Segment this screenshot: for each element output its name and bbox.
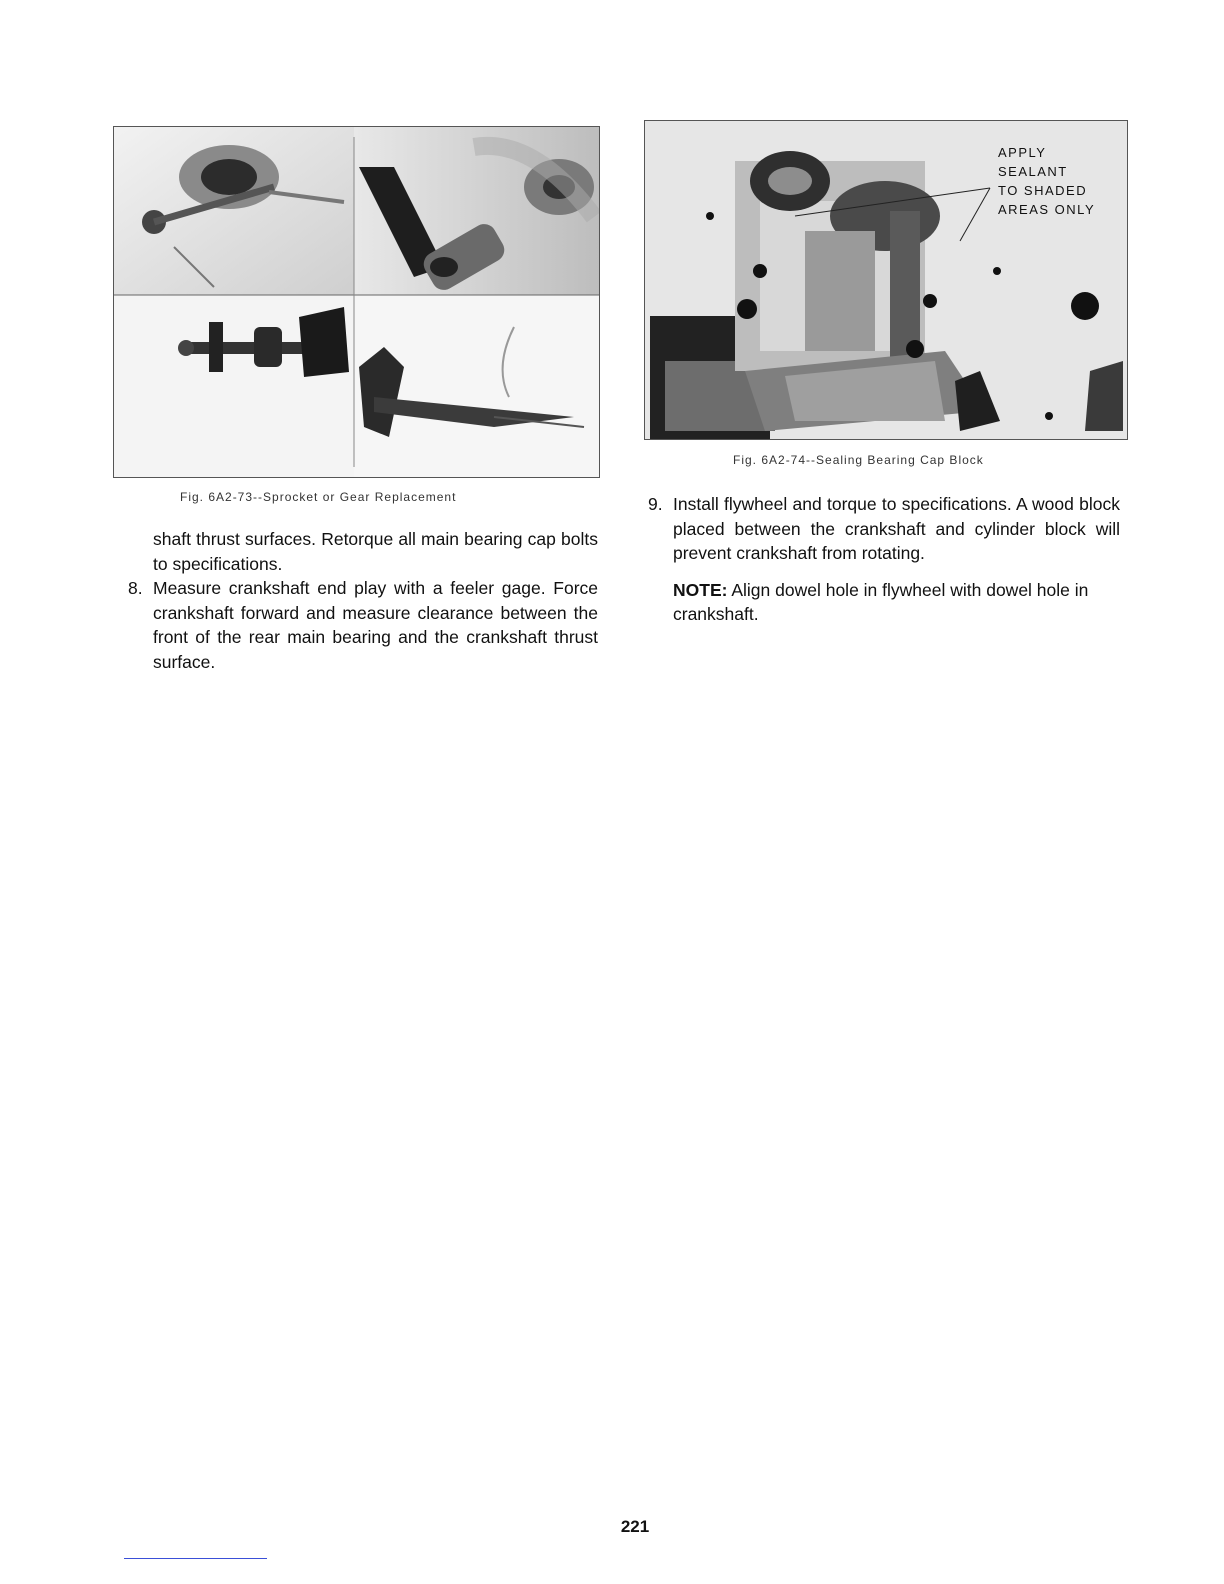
page-number: 221 <box>620 1517 650 1536</box>
left-column <box>128 527 598 674</box>
callout-line-1: APPLY <box>998 145 1047 160</box>
footer-rule <box>124 1558 267 1559</box>
callout-line-3: TO SHADED <box>998 183 1088 198</box>
step-9-text: Install flywheel and torque to specifications. A wood block placed between the crankshaft and cylinder block will prevent crankshaft from rotating. <box>673 494 1120 563</box>
sprocket-gear-photo <box>114 127 599 477</box>
step-9 <box>648 492 1120 566</box>
callout-line-2: SEALANT <box>998 164 1068 179</box>
step-8-text: Measure crankshaft end play with a feeler gage. Force crankshaft forward and measure clearance between the front of the rear main bearing and the crankshaft thrust surface. <box>153 578 598 672</box>
continuation-paragraph: shaft thrust surfaces. Retorque all main bearing cap bolts to specifications. <box>153 529 598 574</box>
step-8-number: 8. <box>128 578 143 598</box>
note-paragraph <box>673 578 1120 627</box>
figure-2-caption: Fig. 6A2-74--Sealing Bearing Cap Block <box>733 453 984 467</box>
note-text: Align dowel hole in flywheel with dowel hole in crankshaft. <box>673 579 1089 624</box>
right-column <box>648 492 1120 627</box>
callout-line-4: AREAS ONLY <box>998 202 1096 217</box>
step-9-number: 9. <box>648 494 663 514</box>
note-label: NOTE: <box>673 579 728 600</box>
step-8 <box>128 576 598 674</box>
figure-sprocket-gear-replacement <box>113 126 600 478</box>
figure-1-caption: Fig. 6A2-73--Sprocket or Gear Replacement <box>180 490 457 504</box>
sealant-callout-label <box>998 143 1095 219</box>
